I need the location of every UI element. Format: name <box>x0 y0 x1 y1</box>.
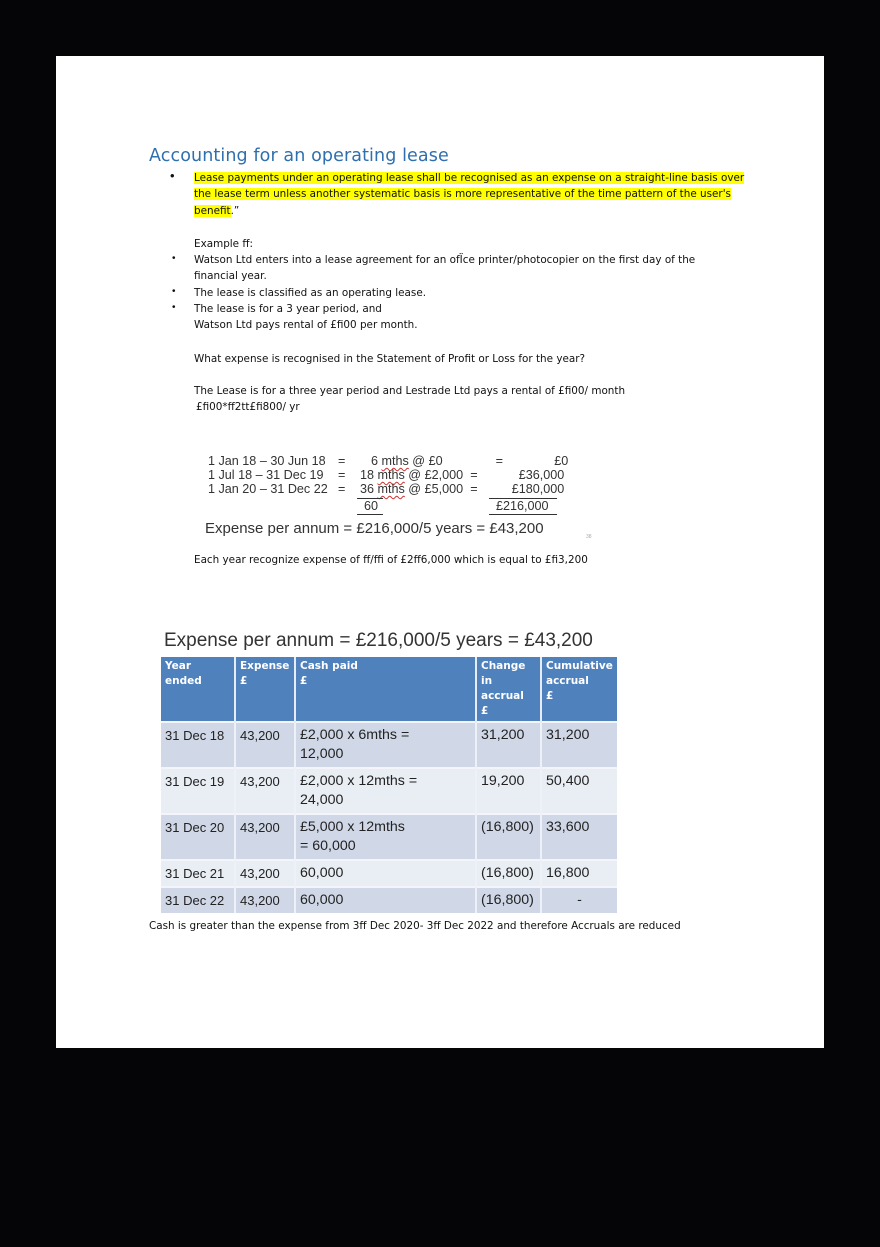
quote-tail: .” <box>230 204 240 217</box>
page-title: Accounting for an operating lease <box>149 146 449 166</box>
quote-line-1: Lease payments under an operating lease shall be recognised as an expense on a straight-line basis over <box>194 172 745 184</box>
header-change-in-accrual: Change in accrual £ <box>476 657 541 722</box>
calc-row: 1 Jan 18 – 30 Jun 18 = 6 mths @ £0 = £0 <box>208 454 569 468</box>
document-page <box>56 56 824 1048</box>
list-item-line: Watson Ltd pays rental of £fi00 per month. <box>194 319 418 332</box>
accrual-table-image <box>154 620 626 908</box>
table-header-row <box>161 657 617 722</box>
table-row: 31 Dec 21 43,200 60,000 (16,800) 16,800 <box>161 860 617 887</box>
lease-calculation: £fi00*ff2tt£fi800/ yr <box>196 401 300 413</box>
calc-row: 1 Jan 20 – 31 Dec 22 = 36 mths @ £5,000 = £180,000 <box>208 482 565 496</box>
list-item <box>194 252 695 285</box>
header-year-ended: Year ended <box>161 657 235 722</box>
lease-statement: The Lease is for a three year period and Lestrade Ltd pays a rental of £fi00/ month <box>194 385 626 397</box>
each-year-text: Each year recognize expense of ff/ffi of £2ff6,000 which is equal to £fi3,200 <box>194 554 588 566</box>
table-row: 31 Dec 20 43,200 £5,000 x 12mths = 60,000 (16,800) 33,600 <box>161 814 617 860</box>
bullet-icon: • <box>172 302 176 313</box>
underline-rule <box>357 514 383 515</box>
table-row: 31 Dec 19 43,200 £2,000 x 12mths = 24,000 19,200 50,400 <box>161 768 617 814</box>
bullet-icon: • <box>170 168 175 183</box>
bullet-icon: • <box>172 253 176 264</box>
question-text: What expense is recognised in the Statement of Profit or Loss for the year? <box>194 353 586 365</box>
underline-rule <box>489 514 557 515</box>
standard-quote <box>194 170 744 219</box>
calc-row: 1 Jul 18 – 31 Dec 19 = 18 mths @ £2,000 = £36,000 <box>208 468 565 482</box>
slide-number: 38 <box>586 534 592 540</box>
calculation-image <box>196 446 606 546</box>
list-item-line: Watson Ltd enters into a lease agreement for an ofÏce printer/photocopier on the first day of the <box>194 254 696 266</box>
accrual-table <box>161 657 617 913</box>
header-cumulative-accrual: Cumulative accrual £ <box>541 657 617 722</box>
header-expense: Expense £ <box>235 657 295 722</box>
expense-per-annum: Expense per annum = £216,000/5 years = £43,200 <box>205 520 544 537</box>
table-row: 31 Dec 18 43,200 £2,000 x 6mths = 12,000 31,200 31,200 <box>161 722 617 768</box>
conclusion-text: Cash is greater than the expense from 3ff Dec 2020- 3ff Dec 2022 and therefore Accruals are reduced <box>149 920 681 932</box>
list-item: The lease is classified as an operating lease. <box>194 287 427 299</box>
table-title: Expense per annum = £216,000/5 years = £43,200 <box>164 630 593 651</box>
quote-line-3: benefit <box>194 204 231 217</box>
total-months: 60 <box>364 499 379 513</box>
bullet-icon: • <box>172 286 176 297</box>
total-amount: £216,000 <box>496 499 549 513</box>
header-cash-paid: Cash paid £ <box>295 657 476 722</box>
list-item-line: financial year. <box>194 270 267 283</box>
table-row: 31 Dec 22 43,200 60,000 (16,800) - <box>161 887 617 913</box>
list-item <box>194 301 418 334</box>
list-item-line: The lease is for a 3 year period, and <box>194 303 382 315</box>
quote-line-2: the lease term unless another systematic basis is more representative of the time pattern of the user's <box>194 188 731 201</box>
example-label: Example ff: <box>194 238 254 250</box>
